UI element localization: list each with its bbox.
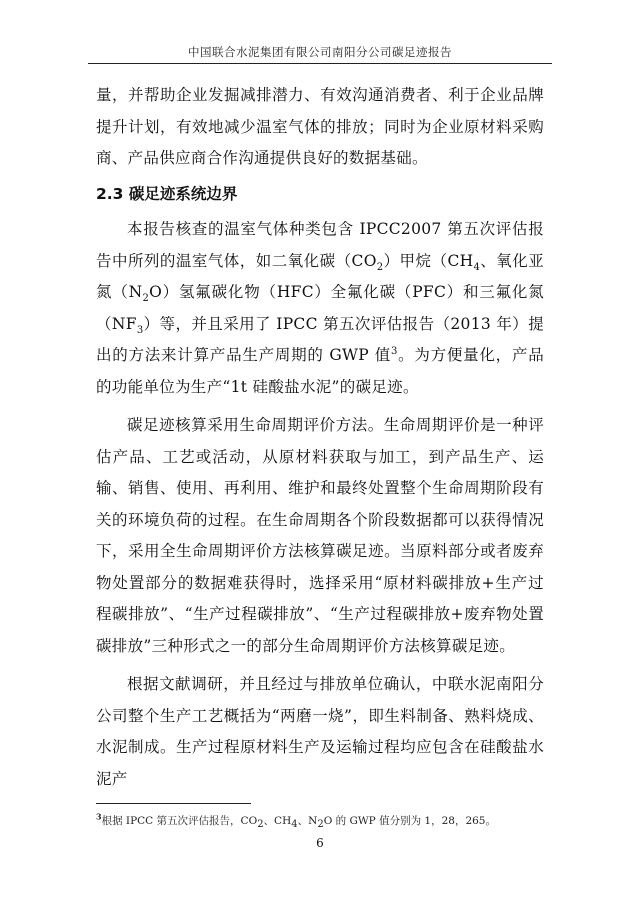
- text-run: O 的 GWP 值分别为 1，28，265。: [323, 815, 496, 827]
- text-run: 。为方便量化，产品的功能单位为生产“1t 硅酸盐水泥”的碳足迹。: [96, 346, 545, 396]
- paragraph-continued: 量，并帮助企业发掘减排潜力、有效沟通消费者、利于企业品牌提升计划，有效地减少温室气体的排放；同时为企业原材料采购商、产品供应商合作沟通提供良好的数据基础。: [96, 86, 544, 167]
- paragraph-ghg-scope: [96, 214, 544, 403]
- footnote-marker: 3: [96, 811, 102, 822]
- paragraph-lca-method: 碳足迹核算采用生命周期评价方法。生命周期评价是一种评估产品、工艺或活动，从原材料获取与加工，到产品生产、运输、销售、使用、再利用、维护和最终处置整个生命周期阶段有关的环境负荷的过程。在生命周期各个阶段数据都可以获得情况下，采用全生命周期评价方法核算碳足迹。当原料部分或者废弃物处置部分的数据难获得时，选择采用“原材料碳排放+生产过程碳排放”、“生产过程碳排放”、“生产过程碳排放+废弃物处置碳排放”三种形式之一的部分生命周期评价方法核算碳足迹。: [96, 416, 544, 655]
- section-heading: 2.3 碳足迹系统边界: [96, 184, 238, 203]
- footnote-rule: [96, 803, 251, 804]
- subscript: 2: [142, 293, 150, 305]
- header-rule: [88, 63, 552, 64]
- footnote: [96, 811, 544, 831]
- text-run: ）甲烷（CH: [383, 251, 474, 270]
- text-run: ）等，并且采用了 IPCC 第五次评估报告（2013 年）提出的方法来计算产品生产周期的 GWP 值: [96, 314, 545, 364]
- text-run: 、氧化亚氮（N: [96, 251, 544, 301]
- subscript: 4: [291, 819, 298, 831]
- text-run: O）氢氟碳化物（HFC）全氟化碳（PFC）和三氟化氮（NF: [96, 283, 544, 333]
- subscript: 2: [317, 819, 324, 831]
- footnote-reference: 3: [390, 345, 398, 357]
- subscript: 2: [257, 819, 264, 831]
- text-run: 本报告核查的温室气体种类包含 IPCC2007 第五次评估报告中所列的温室气体，如二氧化碳（CO: [96, 220, 544, 270]
- subscript: 4: [473, 261, 481, 273]
- text-run: 根据 IPCC 第五次评估报告，CO: [101, 815, 258, 827]
- subscript: 2: [376, 261, 384, 273]
- subscript: 3: [136, 324, 144, 336]
- report-body: [96, 80, 544, 795]
- text-run: 、N: [297, 815, 318, 827]
- text-run: 、CH: [263, 815, 292, 827]
- paragraph-process: 根据文献调研，并且经过与排放单位确认，中联水泥南阳分公司整个生产工艺概括为“两磨一烧”，即生料制备、熟料烧成、水泥制成。生产过程原材料生产及运输过程均应包含在硅酸盐水泥产: [96, 675, 544, 788]
- page-number: 6: [316, 836, 324, 850]
- running-header: 中国联合水泥集团有限公司南阳分公司碳足迹报告: [188, 45, 452, 59]
